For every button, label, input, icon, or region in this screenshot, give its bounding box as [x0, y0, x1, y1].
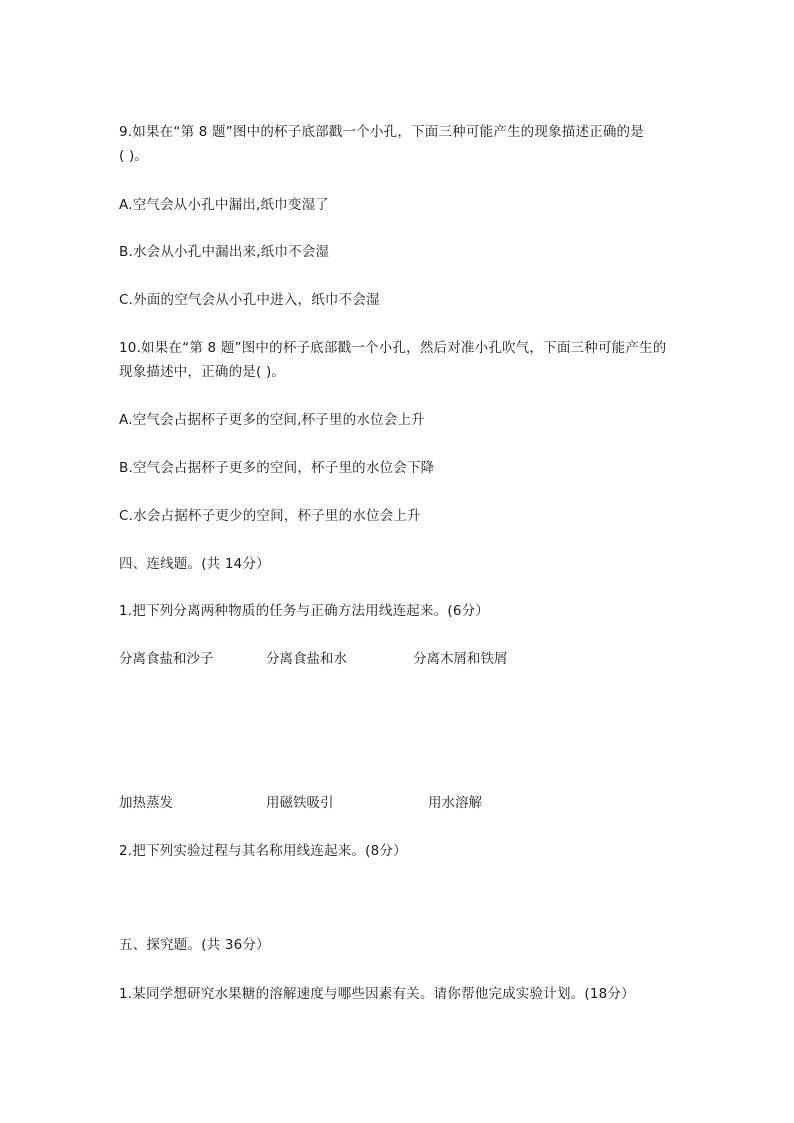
section4-heading: 四、连线题。(共 14分）	[119, 556, 270, 572]
q10-stem-line2: 现象描述中，正确的是( )。	[119, 364, 286, 380]
section4-q1-text: 1.把下列分离两种物质的任务与正确方法用线连起来。(6分）	[119, 603, 490, 619]
matching-method-3: 用水溶解	[428, 795, 482, 811]
matching-method-2: 用磁铁吸引	[266, 795, 334, 811]
q9-option-b: B.水会从小孔中漏出来,纸巾不会湿	[119, 244, 330, 260]
matching-task-3: 分离木屑和铁屑	[413, 651, 508, 667]
q9-option-a: A.空气会从小孔中漏出,纸巾变湿了	[119, 197, 329, 213]
section4-q2-text: 2.把下列实验过程与其名称用线连起来。(8分）	[119, 843, 407, 859]
q10-stem-line1: 10.如果在“第 8 题”图中的杯子底部戳一个小孔，然后对准小孔吹气，下面三种可能产生的	[119, 340, 667, 356]
matching-task-2: 分离食盐和水	[266, 651, 347, 667]
matching-task-1: 分离食盐和沙子	[119, 651, 214, 667]
q9-option-c: C.外面的空气会从小孔中进入，纸巾不会湿	[119, 292, 380, 308]
q9-stem-line1: 9.如果在“第 8 题”图中的杯子底部戳一个小孔，下面三种可能产生的现象描述正确的是	[119, 124, 644, 140]
q10-option-a: A.空气会占据杯子更多的空间,杯子里的水位会上升	[119, 412, 425, 428]
q9-stem-line2: ( )。	[119, 148, 149, 164]
section5-heading: 五、探究题。(共 36分）	[119, 937, 270, 953]
section5-q1-text: 1.某同学想研究水果糖的溶解速度与哪些因素有关。请你帮他完成实验计划。(18分）	[119, 986, 635, 1002]
q10-option-b: B.空气会占据杯子更多的空间，杯子里的水位会下降	[119, 460, 435, 476]
q10-option-c: C.水会占据杯子更少的空间，杯子里的水位会上升	[119, 508, 421, 524]
matching-method-1: 加热蒸发	[119, 795, 173, 811]
